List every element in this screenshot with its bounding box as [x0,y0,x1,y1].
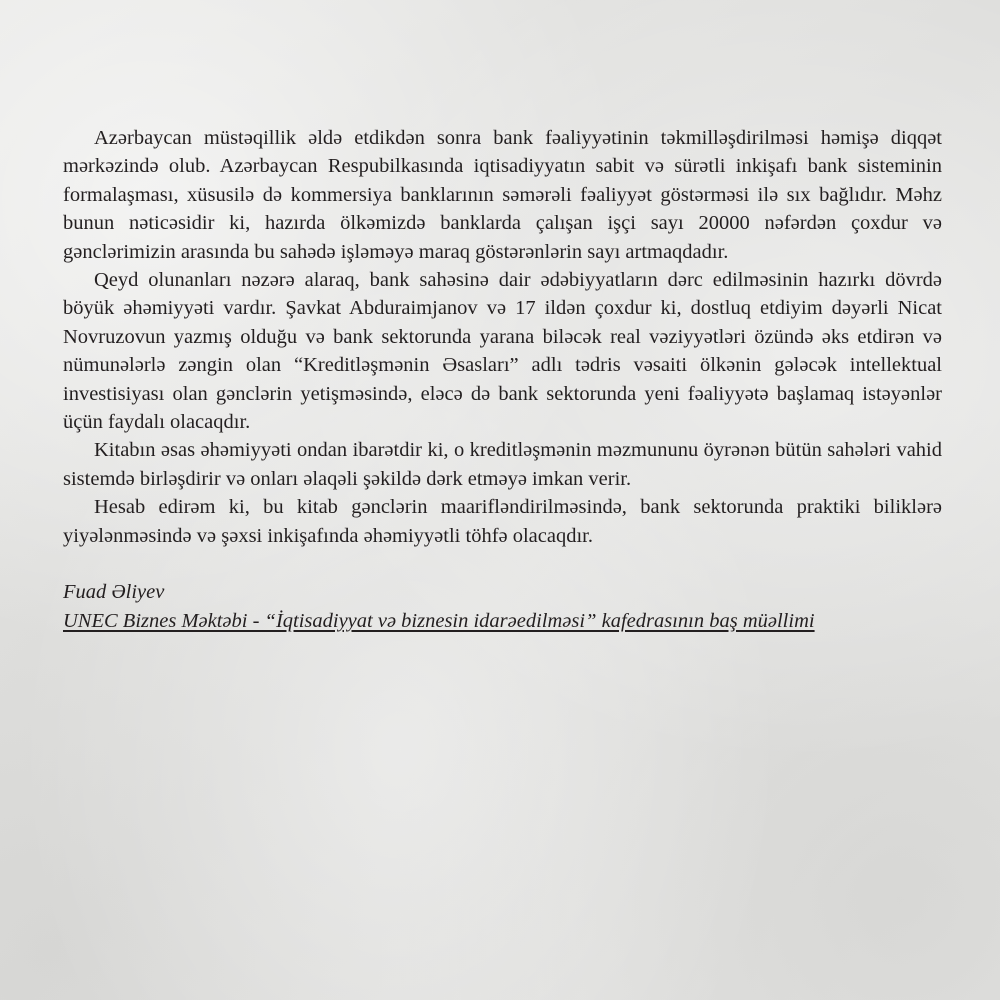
foreword-paragraph-4: Hesab edirəm ki, bu kitab gənclərin maarifləndirilməsində, bank sektorunda praktiki biliklərə yiyələnməsində və şəxsi inkişafında əhəmiyyətli töhfə olacaqdır. [63,496,942,547]
author-affiliation: UNEC Biznes Məktəbi - “İqtisadiyyat və biznesin idarəedilməsi” kafedrasının baş müəllimi [63,610,815,633]
author-name: Fuad Əliyev [63,581,165,604]
foreword-page [63,124,942,636]
foreword-paragraph-3: Kitabın əsas əhəmiyyəti ondan ibarətdir ki, o kreditləşmənin məzmununu öyrənən bütün sahələri vahid sistemdə birləşdirir və onları əlaqəli şəkildə dərk etməyə imkan verir. [63,439,942,490]
signature-block [63,578,942,636]
foreword-paragraph-1: Azərbaycan müstəqillik əldə etdikdən sonra bank fəaliyyətinin təkmilləşdirilməsi həmişə diqqət mərkəzində olub. Azərbaycan Respubilkasında iqtisadiyyatın sabit və sürətli inkişafı bank sisteminin formalaşması, xüsusilə də kommersiya banklarının səmərəli fəaliyyət göstərməsi ilə sıx bağlıdır. Məhz bunun nəticəsidir ki, hazırda ölkəmizdə banklarda çalışan işçi sayı 20000 nəfərdən çoxdur və gənclərimizin arasında bu sahədə işləməyə maraq göstərənlərin sayı artmaqdadır. [63,127,942,263]
foreword-paragraph-2: Qeyd olunanları nəzərə alaraq, bank sahəsinə dair ədəbiyyatların dərc edilməsinin hazırkı dövrdə böyük əhəmiyyəti vardır. Şavkat Abduraimjanov və 17 ildən çoxdur ki, dostluq etdiyim dəyərli Nicat Novruzovun yazmış olduğu və bank sektorunda yarana biləcək real vəziyyətləri özündə əks etdirən və nümunələrlə zəngin olan “Kreditləşmənin Əsasları” adlı tədris vəsaiti ölkənin gələcək intellektual investisiyası olan gənclərin yetişməsində, eləcə də bank sektorunda yeni fəaliyyətə başlamaq istəyənlər üçün faydalı olacaqdır. [63,269,942,434]
